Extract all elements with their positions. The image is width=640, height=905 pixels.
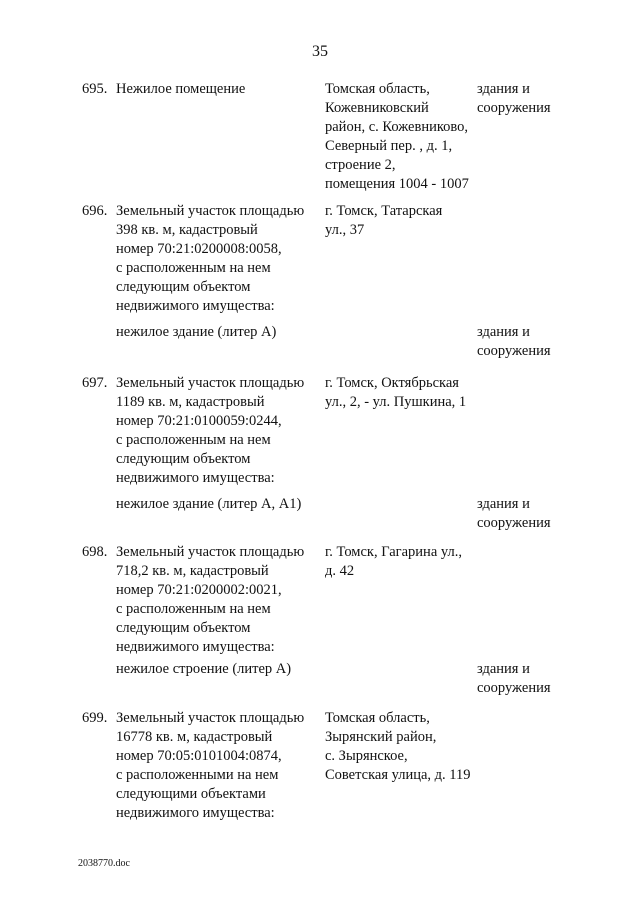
entry-category: здания и сооружения xyxy=(477,81,551,116)
entry-number: 699. xyxy=(82,710,108,726)
sub-object-category: здания и сооружения xyxy=(477,324,551,359)
footer-filename: 2038770.doc xyxy=(78,858,130,869)
entry-number: 697. xyxy=(82,375,108,391)
sub-object-name: нежилое строение (литер А) xyxy=(116,661,292,677)
entry-name: Земельный участок площадью 398 кв. м, кадастровый номер 70:21:0200008:0058, с расположенным на нем следующим объектом недвижимого имущества: xyxy=(116,203,305,314)
entry-address: г. Томск, Октябрьская ул., 2, - ул. Пушкина, 1 xyxy=(325,375,467,410)
entry-number: 695. xyxy=(82,81,108,97)
page-number: 35 xyxy=(312,43,328,60)
entry-name: Земельный участок площадью 718,2 кв. м, кадастровый номер 70:21:0200002:0021, с расположенным на нем следующим объектом недвижимого имущества: xyxy=(116,544,305,655)
sub-object-name: нежилое здание (литер А, А1) xyxy=(116,496,302,512)
entry-address: Томская область, Зырянский район, с. Зырянское, Советская улица, д. 119 xyxy=(325,710,471,783)
entry-address: г. Томск, Гагарина ул., д. 42 xyxy=(325,544,462,579)
entry-number: 698. xyxy=(82,544,108,560)
entry-address: Томская область, Кожевниковский район, с. Кожевниково, Северный пер. , д. 1, строение 2, помещения 1004 - 1007 xyxy=(325,81,469,192)
entry-number: 696. xyxy=(82,203,108,219)
entry-address: г. Томск, Татарская ул., 37 xyxy=(325,203,443,238)
entry-name: Земельный участок площадью 1189 кв. м, кадастровый номер 70:21:0100059:0244, с расположенным на нем следующим объектом недвижимого имущества: xyxy=(116,375,305,486)
entry-name: Нежилое помещение xyxy=(116,81,246,97)
sub-object-name: нежилое здание (литер А) xyxy=(116,324,277,340)
entry-name: Земельный участок площадью 16778 кв. м, кадастровый номер 70:05:0101004:0874, с расположенными на нем следующими объектами недвижимого имущества: xyxy=(116,710,305,821)
sub-object-category: здания и сооружения xyxy=(477,661,551,696)
sub-object-category: здания и сооружения xyxy=(477,496,551,531)
